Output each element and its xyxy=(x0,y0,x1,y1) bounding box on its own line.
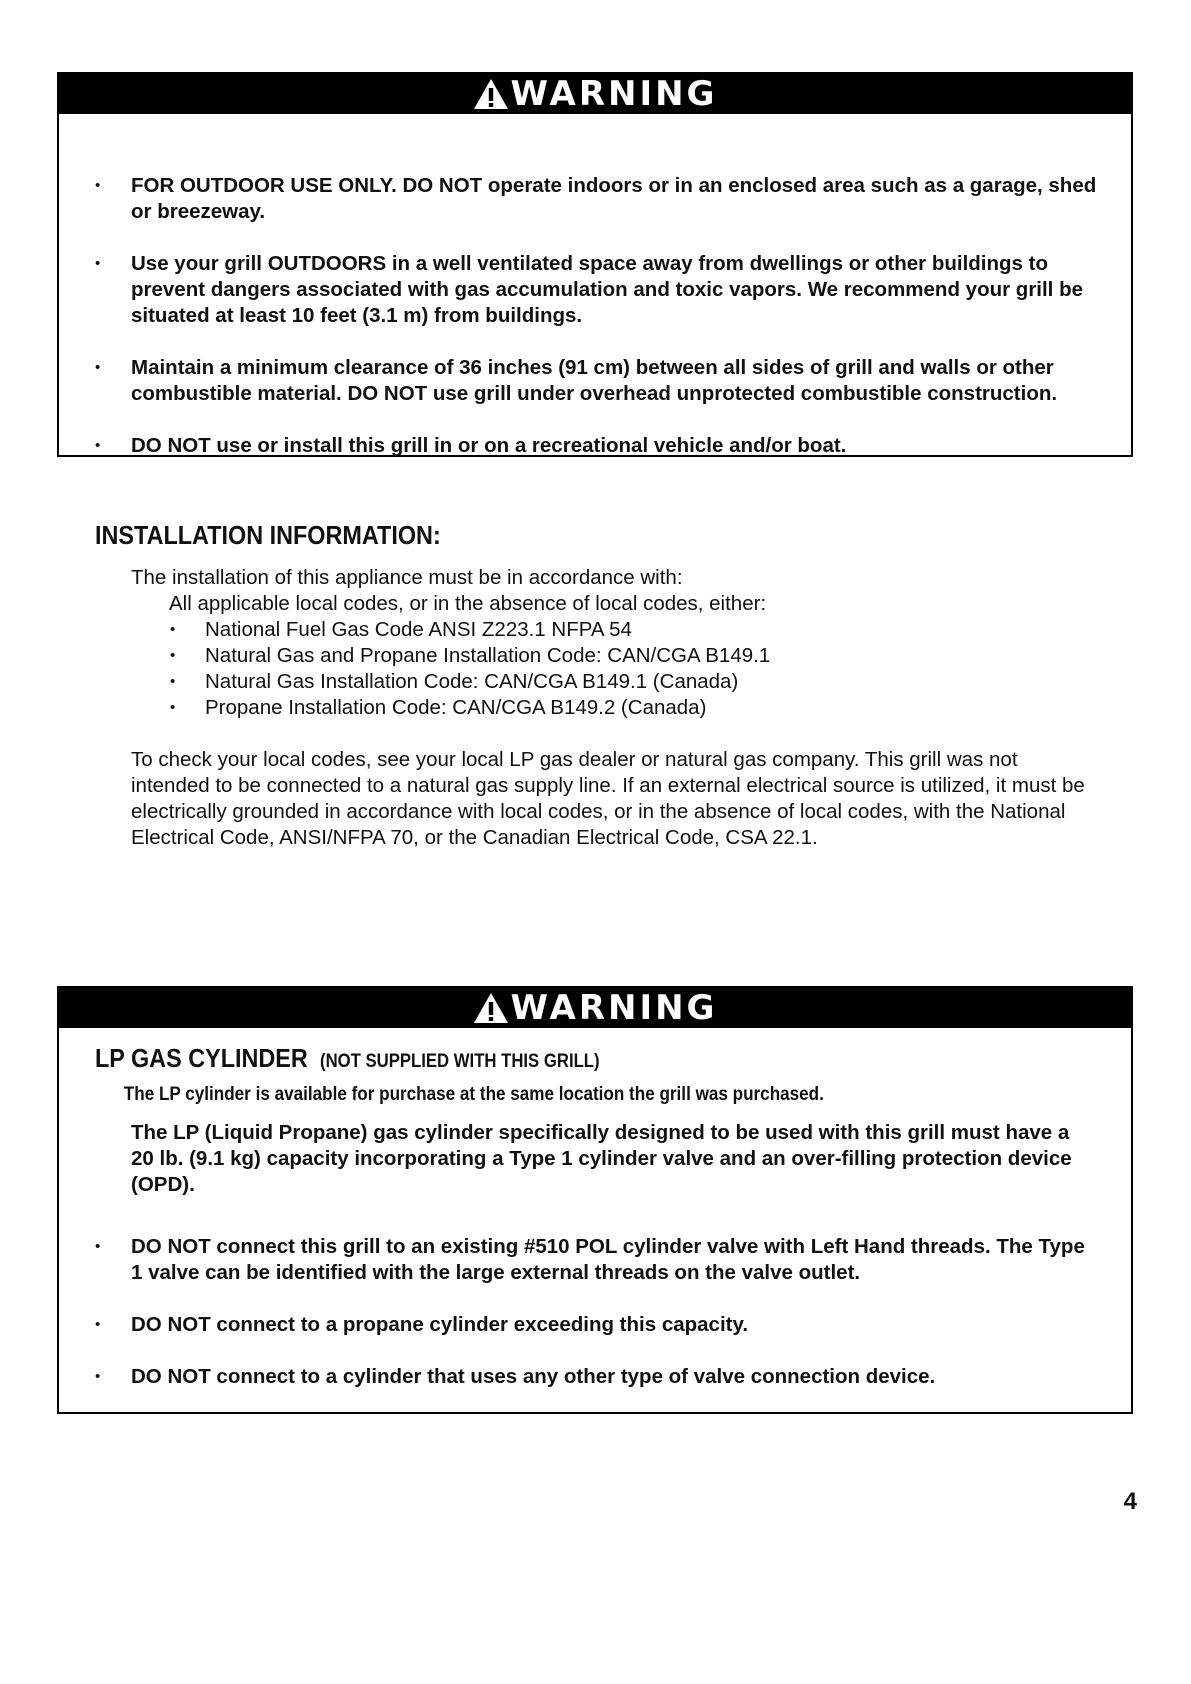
code-item: • Natural Gas Installation Code: CAN/CGA B149.1 (Canada) xyxy=(95,669,1095,695)
code-item: • National Fuel Gas Code ANSI Z223.1 NFPA 54 xyxy=(95,617,1095,643)
warning-list xyxy=(59,114,1131,459)
installation-sub: All applicable local codes, or in the absence of local codes, either: xyxy=(169,592,767,615)
code-item: • Natural Gas and Propane Installation Code: CAN/CGA B149.1 xyxy=(95,643,1095,669)
warning-triangle-icon xyxy=(473,992,509,1024)
lp-body: The LP (Liquid Propane) gas cylinder specifically designed to be used with this grill must have a 20 lb. (9.1 kg) capacity incorporating a Type 1 cylinder valve and an over-filling protection device (OPD). xyxy=(131,1121,1072,1196)
lp-cylinder-title xyxy=(59,1043,1131,1074)
warning-item: • DO NOT connect to a cylinder that uses any other type of valve connection device. xyxy=(59,1364,1131,1390)
warning-list xyxy=(59,1234,1131,1390)
lp-title-note: (NOT SUPPLIED WITH THIS GRILL) xyxy=(319,1051,600,1072)
installation-intro: The installation of this appliance must be in accordance with: xyxy=(131,566,683,589)
page-number: 4 xyxy=(1123,1488,1137,1515)
warning-triangle-icon xyxy=(473,78,509,110)
installation-paragraph: To check your local codes, see your local LP gas dealer or natural gas company. This grill was not intended to be connected to a natural gas supply line. If an external electrical source is utilized, it must be electrically grounded in accordance with local codes, or in the absence of local codes, with the National Electrical Code, ANSI/NFPA 70, or the Canadian Electrical Code, CSA 22.1. xyxy=(131,748,1085,849)
warning-item: • Use your grill OUTDOORS in a well ventilated space away from dwellings or other buildings to prevent dangers associated with gas accumulation and toxic vapors. We recommend your grill be situated at least 10 feet (3.1 m) from buildings. xyxy=(59,251,1131,329)
warning-header xyxy=(59,74,1131,114)
warning-header xyxy=(59,988,1131,1028)
code-item: • Propane Installation Code: CAN/CGA B149.2 (Canada) xyxy=(95,695,1095,721)
warning-box-outdoor-use xyxy=(57,72,1133,457)
warning-box-lp-cylinder xyxy=(57,986,1133,1414)
warning-item: • Maintain a minimum clearance of 36 inches (91 cm) between all sides of grill and walls or other combustible material. DO NOT use grill under overhead unprotected combustible construction. xyxy=(59,355,1131,407)
warning-item: • DO NOT connect this grill to an existing #510 POL cylinder valve with Left Hand threads. The Type 1 valve can be identified with the large external threads on the valve outlet. xyxy=(59,1234,1131,1286)
lp-availability: The LP cylinder is available for purchase at the same location the grill was purchased. xyxy=(123,1084,824,1105)
warning-item: • FOR OUTDOOR USE ONLY. DO NOT operate indoors or in an enclosed area such as a garage, shed or breezeway. xyxy=(59,173,1131,225)
warning-item: • DO NOT use or install this grill in or on a recreational vehicle and/or boat. xyxy=(59,433,1131,459)
warning-item: • DO NOT connect to a propane cylinder exceeding this capacity. xyxy=(59,1312,1131,1338)
lp-title-main: LP GAS CYLINDER xyxy=(95,1043,308,1073)
section-title: INSTALLATION INFORMATION: xyxy=(95,520,441,550)
installation-section xyxy=(95,520,1095,851)
code-list xyxy=(95,617,1095,721)
warning-header-text: WARNING xyxy=(510,74,718,114)
warning-header-text: WARNING xyxy=(510,988,718,1028)
